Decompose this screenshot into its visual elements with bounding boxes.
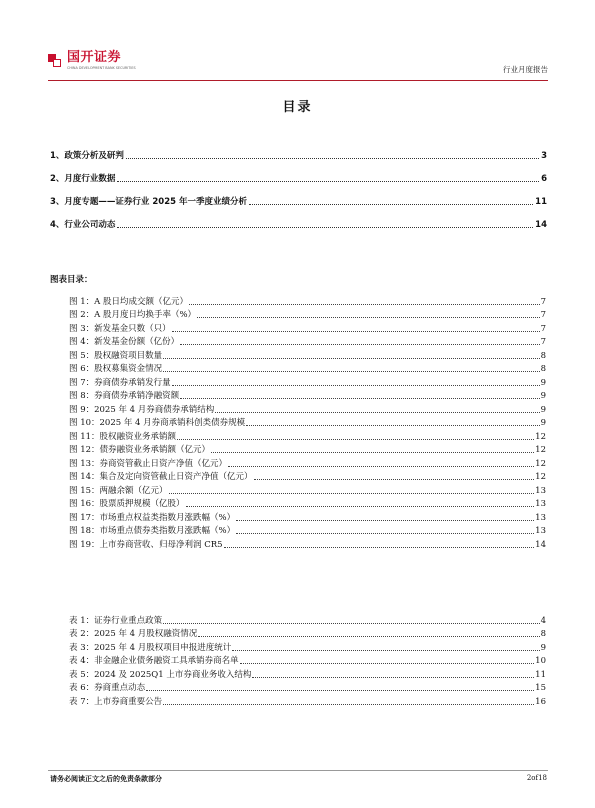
dot-leader xyxy=(169,493,535,494)
table-entry-label: 表 5：2024 及 2025Q1 上市券商业务收入结构 xyxy=(69,669,252,680)
toc-entry[interactable] xyxy=(50,138,547,161)
table-entry-page: 4 xyxy=(540,615,546,626)
table-entry[interactable] xyxy=(69,626,546,640)
toc-entry-page: 11 xyxy=(535,197,547,207)
table-entry-label: 表 2：2025 年 4 月股权融资情况 xyxy=(69,629,198,639)
dot-leader xyxy=(163,623,539,624)
figures-heading: 图表目录： xyxy=(50,275,93,285)
table-entry-page: 9 xyxy=(540,642,546,653)
dot-leader xyxy=(236,520,534,521)
figure-entry-page: 7 xyxy=(540,296,546,307)
figure-entry-label: 图 18：市场重点债券类指数月涨跌幅（%） xyxy=(69,526,236,536)
figure-entry[interactable] xyxy=(69,347,546,361)
dot-leader xyxy=(177,439,534,440)
figure-entry[interactable] xyxy=(69,361,546,375)
dot-leader xyxy=(146,690,534,691)
dot-leader xyxy=(211,452,534,453)
figure-entry-page: 8 xyxy=(540,364,546,374)
dot-leader xyxy=(117,181,539,182)
table-entry-page: 10 xyxy=(535,656,546,666)
figure-entry-label: 图 10：2025 年 4 月券商承销科创类债券规模 xyxy=(69,418,246,428)
dot-leader xyxy=(172,385,540,386)
footer-disclaimer: 请务必阅读正文之后的免责条款部分 xyxy=(50,775,162,783)
figure-entry-label: 图 2：A 股月度日均换手率（%） xyxy=(69,310,197,320)
figure-entry-page: 13 xyxy=(535,512,546,523)
dot-leader xyxy=(180,344,539,345)
figure-entry-page: 12 xyxy=(535,472,546,482)
table-entry[interactable] xyxy=(69,666,546,680)
figure-entry-label: 图 15：两融余额（亿元） xyxy=(69,485,168,496)
dot-leader xyxy=(249,204,533,205)
figure-entry[interactable] xyxy=(69,509,546,523)
figure-entry-label: 图 4：新发基金份额（亿份） xyxy=(69,337,180,347)
toc-entry-page: 3 xyxy=(541,151,547,161)
dot-leader xyxy=(252,677,534,678)
figure-entry-page: 13 xyxy=(535,485,546,496)
toc-entry-page: 6 xyxy=(541,174,547,184)
logo-mark-icon xyxy=(48,54,62,68)
logo-subtitle: CHINA DEVELOPMENT BANK SECURITIES xyxy=(67,66,136,70)
figure-entry-label: 图 6：股权募集资金情况 xyxy=(69,364,163,374)
figure-entry-page: 9 xyxy=(540,391,546,401)
figure-entry-page: 7 xyxy=(540,310,546,320)
toc-entry-label: 1、政策分析及研判 xyxy=(50,151,124,161)
table-of-contents xyxy=(50,138,547,230)
table-entry[interactable] xyxy=(69,680,546,694)
dot-leader xyxy=(240,663,535,664)
dot-leader xyxy=(215,412,539,413)
figure-entry[interactable] xyxy=(69,482,546,496)
figure-entry-label: 图 13：券商资管截止日资产净值（亿元） xyxy=(69,458,228,469)
table-entry-label: 表 1：证券行业重点政策 xyxy=(69,615,163,626)
table-entry-page: 16 xyxy=(535,696,546,707)
figure-entry-page: 9 xyxy=(540,418,546,428)
figure-entry-page: 13 xyxy=(535,499,546,509)
dot-leader xyxy=(224,547,535,548)
report-type: 行业月度报告 xyxy=(503,65,548,74)
table-entry-page: 11 xyxy=(535,669,546,680)
dot-leader xyxy=(189,304,540,305)
figure-entry-page: 12 xyxy=(535,431,546,442)
figure-entry-page: 7 xyxy=(540,337,546,347)
figure-entry-page: 9 xyxy=(540,404,546,415)
dot-leader xyxy=(197,317,540,318)
dot-leader xyxy=(198,636,539,637)
figure-entry[interactable] xyxy=(69,536,546,550)
table-entry-label: 表 3：2025 年 4 月股权项目申报进度统计 xyxy=(69,642,232,653)
figure-entry[interactable] xyxy=(69,388,546,402)
figure-entry[interactable] xyxy=(69,320,546,334)
page-number: 2of18 xyxy=(526,774,547,782)
toc-entry-label: 4、行业公司动态 xyxy=(50,220,116,230)
figure-entry[interactable] xyxy=(69,307,546,321)
figure-entry-page: 7 xyxy=(540,323,546,334)
table-list xyxy=(69,612,546,707)
figure-entry-label: 图 14：集合及定向资管截止日资产净值（亿元） xyxy=(69,472,253,482)
figure-entry-label: 图 1：A 股日均成交额（亿元） xyxy=(69,296,188,307)
page-header xyxy=(48,50,548,80)
figure-entry-page: 12 xyxy=(535,445,546,455)
figure-entry[interactable] xyxy=(69,442,546,456)
footer-divider xyxy=(48,770,548,771)
figure-entry-page: 13 xyxy=(535,526,546,536)
table-entry-page: 8 xyxy=(540,629,546,639)
dot-leader xyxy=(228,466,534,467)
toc-entry[interactable] xyxy=(50,161,547,184)
company-logo xyxy=(48,50,136,76)
toc-entry[interactable] xyxy=(50,207,547,230)
figure-entry-page: 14 xyxy=(535,539,546,550)
logo-name: 国开证券 xyxy=(67,50,122,65)
table-entry[interactable] xyxy=(69,639,546,653)
dot-leader xyxy=(117,227,533,228)
figure-entry-label: 图 16：股票质押规模（亿股） xyxy=(69,499,185,509)
table-entry[interactable] xyxy=(69,653,546,667)
table-entry[interactable] xyxy=(69,693,546,707)
page-title: 目录 xyxy=(282,100,313,115)
figure-entry[interactable] xyxy=(69,428,546,442)
figure-entry-label: 图 8：券商债券承销净融资额 xyxy=(69,391,180,401)
dot-leader xyxy=(172,331,540,332)
figure-entry-page: 12 xyxy=(535,458,546,469)
table-entry-label: 表 6：券商重点动态 xyxy=(69,683,146,693)
figure-entry-label: 图 7：券商债券承销发行量 xyxy=(69,377,171,388)
table-entry-page: 15 xyxy=(535,683,546,693)
dot-leader xyxy=(180,398,539,399)
figure-entry-label: 图 5：股权融资项目数量 xyxy=(69,350,163,361)
toc-entry-label: 2、月度行业数据 xyxy=(50,174,116,184)
dot-leader xyxy=(232,650,539,651)
dot-leader xyxy=(246,425,539,426)
dot-leader xyxy=(126,158,539,159)
figure-entry-label: 图 12：债券融资业务承销额（亿元） xyxy=(69,445,211,455)
dot-leader xyxy=(236,533,534,534)
figure-entry-label: 图 17：市场重点权益类指数月涨跌幅（%） xyxy=(69,512,236,523)
toc-entry-label: 3、月度专题——证券行业 2025 年一季度业绩分析 xyxy=(50,197,247,207)
header-divider xyxy=(48,80,548,81)
dot-leader xyxy=(163,371,539,372)
dot-leader xyxy=(186,506,535,507)
figure-entry[interactable] xyxy=(69,523,546,537)
table-entry-label: 表 7：上市券商重要公告 xyxy=(69,696,163,707)
figure-entry-label: 图 9：2025 年 4 月券商债券承销结构 xyxy=(69,404,215,415)
dot-leader xyxy=(254,479,535,480)
dot-leader xyxy=(163,704,534,705)
dot-leader xyxy=(163,358,539,359)
table-entry-label: 表 4：非金融企业债务融资工具承销券商名单 xyxy=(69,656,239,666)
table-entry[interactable] xyxy=(69,612,546,626)
figure-entry[interactable] xyxy=(69,415,546,429)
figure-entry[interactable] xyxy=(69,469,546,483)
toc-entry[interactable] xyxy=(50,184,547,207)
figure-list xyxy=(69,293,546,550)
figure-entry-page: 8 xyxy=(540,350,546,361)
figure-entry[interactable] xyxy=(69,496,546,510)
figure-entry[interactable] xyxy=(69,401,546,415)
figure-entry[interactable] xyxy=(69,374,546,388)
figure-entry-label: 图 11：股权融资业务承销额 xyxy=(69,431,177,442)
figure-entry-label: 图 19：上市券商营收、归母净利润 CR5 xyxy=(69,539,223,550)
figure-entry[interactable] xyxy=(69,334,546,348)
figure-entry[interactable] xyxy=(69,455,546,469)
figure-entry-label: 图 3：新发基金只数（只） xyxy=(69,323,171,334)
figure-entry-page: 9 xyxy=(540,377,546,388)
figure-entry[interactable] xyxy=(69,293,546,307)
toc-entry-page: 14 xyxy=(535,220,547,230)
